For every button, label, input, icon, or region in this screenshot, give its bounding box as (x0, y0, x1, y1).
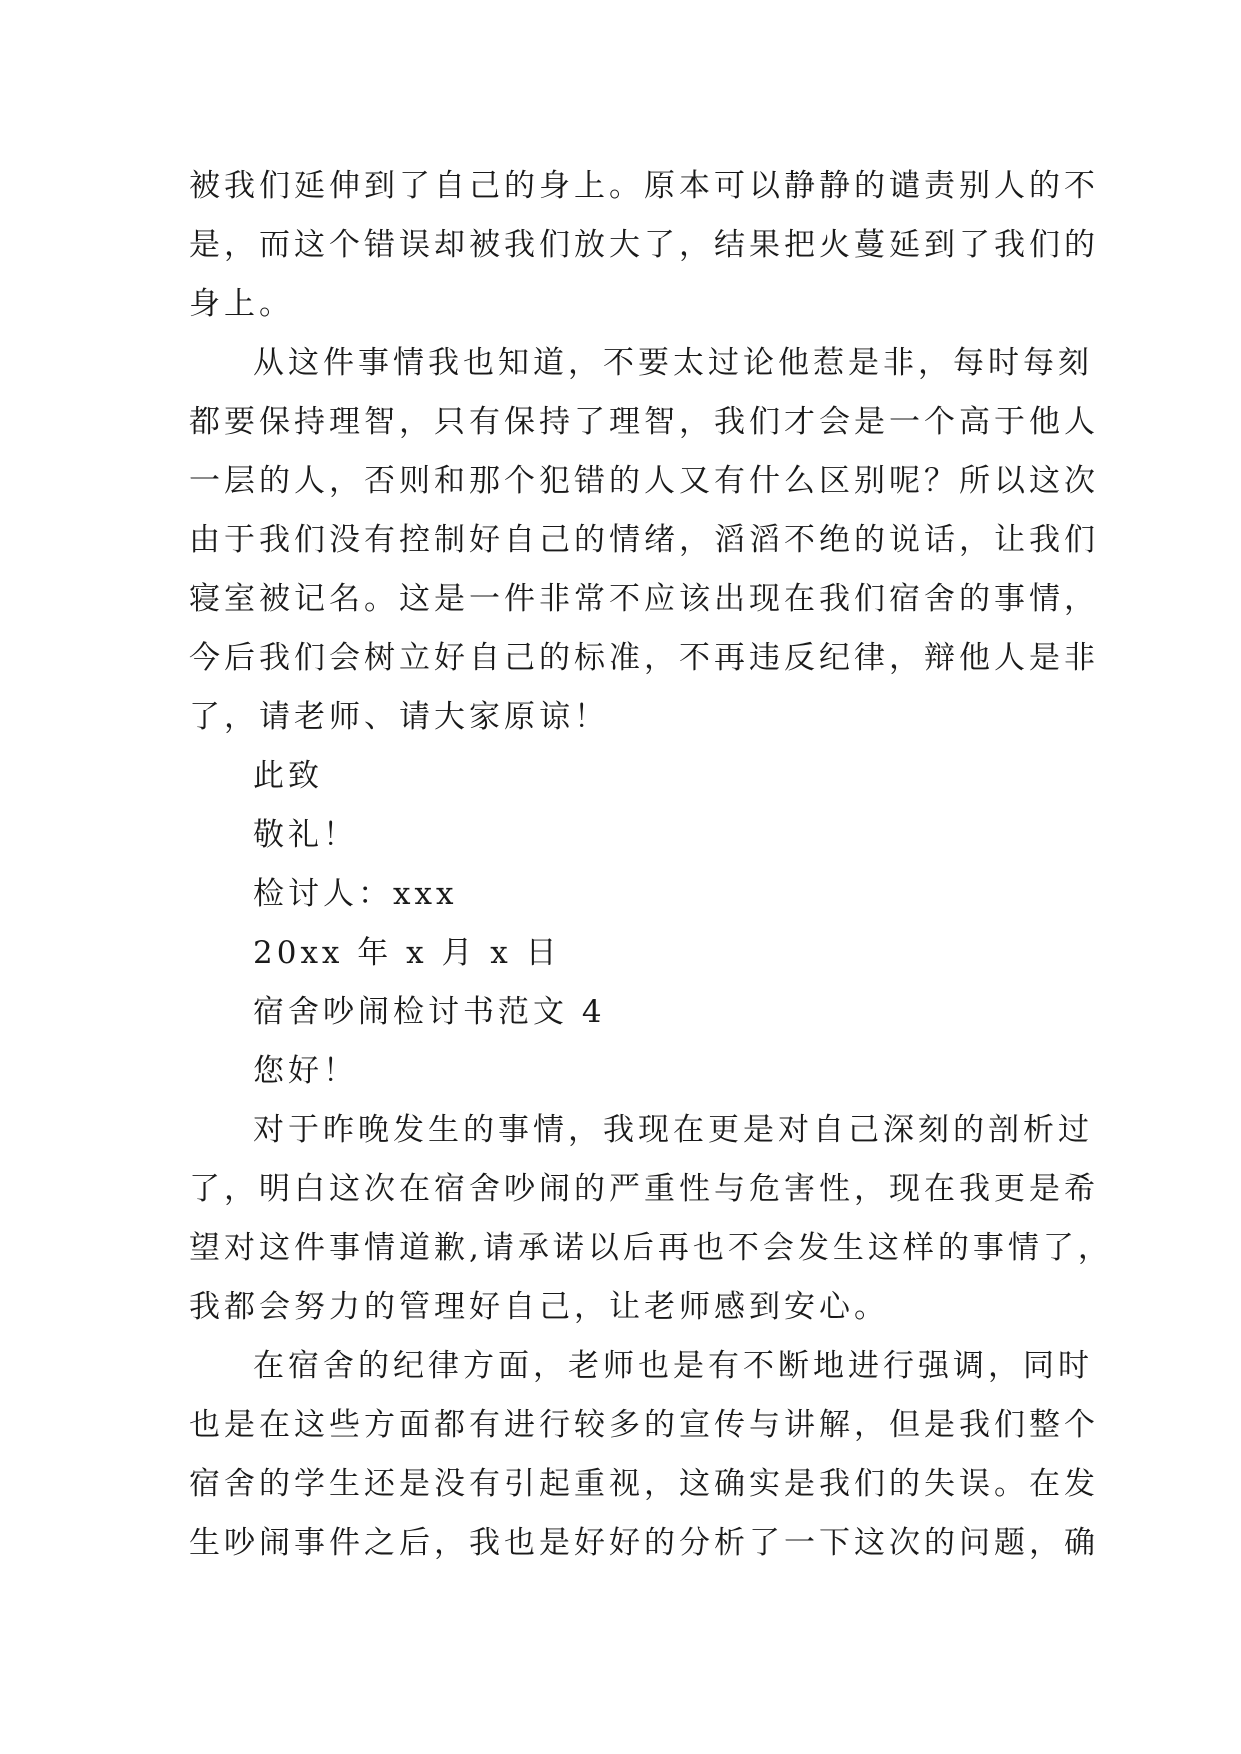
text-line: 了，明白这次在宿舍吵闹的严重性与危害性，现在我更是希 (189, 1171, 1099, 1207)
text-line: 也是在这些方面都有进行较多的宣传与讲解，但是我们整个 (189, 1407, 1099, 1443)
closing-salutation: 此致 (253, 758, 323, 794)
date-line: 20xx 年 x 月 x 日 (253, 935, 561, 971)
paragraph-1 (189, 157, 1099, 334)
text-line: 从这件事情我也知道，不要太过论他惹是非，每时每刻 (253, 345, 1093, 381)
text-line: 身上。 (189, 286, 294, 322)
text-line: 一层的人，否则和那个犯错的人又有什么区别呢？所以这次 (189, 463, 1099, 499)
text-line: 被我们延伸到了自己的身上。原本可以静静的谴责别人的不 (189, 168, 1099, 204)
closing-regards: 敬礼！ (253, 817, 358, 853)
signature-line: 检讨人：xxx (253, 876, 458, 912)
text-line: 今后我们会树立好自己的标准，不再违反纪律，辩他人是非 (189, 640, 1099, 676)
text-line: 由于我们没有控制好自己的情绪，滔滔不绝的说话，让我们 (189, 522, 1099, 558)
text-line: 宿舍的学生还是没有引起重视，这确实是我们的失误。在发 (189, 1466, 1099, 1502)
text-line: 生吵闹事件之后，我也是好好的分析了一下这次的问题，确 (189, 1525, 1099, 1561)
paragraph-3 (189, 1101, 1113, 1337)
section-heading: 宿舍吵闹检讨书范文 4 (253, 994, 606, 1030)
text-line: 我都会努力的管理好自己，让老师感到安心。 (189, 1289, 889, 1325)
text-line: 了，请老师、请大家原谅！ (189, 699, 609, 735)
text-line: 寝室被记名。这是一件非常不应该出现在我们宿舍的事情， (189, 581, 1099, 617)
text-line: 望对这件事情道歉,请承诺以后再也不会发生这样的事情了， (189, 1230, 1113, 1266)
greeting-line: 您好！ (253, 1053, 358, 1089)
document-body (189, 157, 1113, 1573)
text-line: 都要保持理智，只有保持了理智，我们才会是一个高于他人 (189, 404, 1099, 440)
paragraph-2 (189, 334, 1099, 747)
paragraph-4 (189, 1337, 1099, 1573)
text-line: 是，而这个错误却被我们放大了，结果把火蔓延到了我们的 (189, 227, 1099, 263)
text-line: 在宿舍的纪律方面，老师也是有不断地进行强调，同时 (253, 1348, 1093, 1384)
text-line: 对于昨晚发生的事情，我现在更是对自己深刻的剖析过 (253, 1112, 1093, 1148)
